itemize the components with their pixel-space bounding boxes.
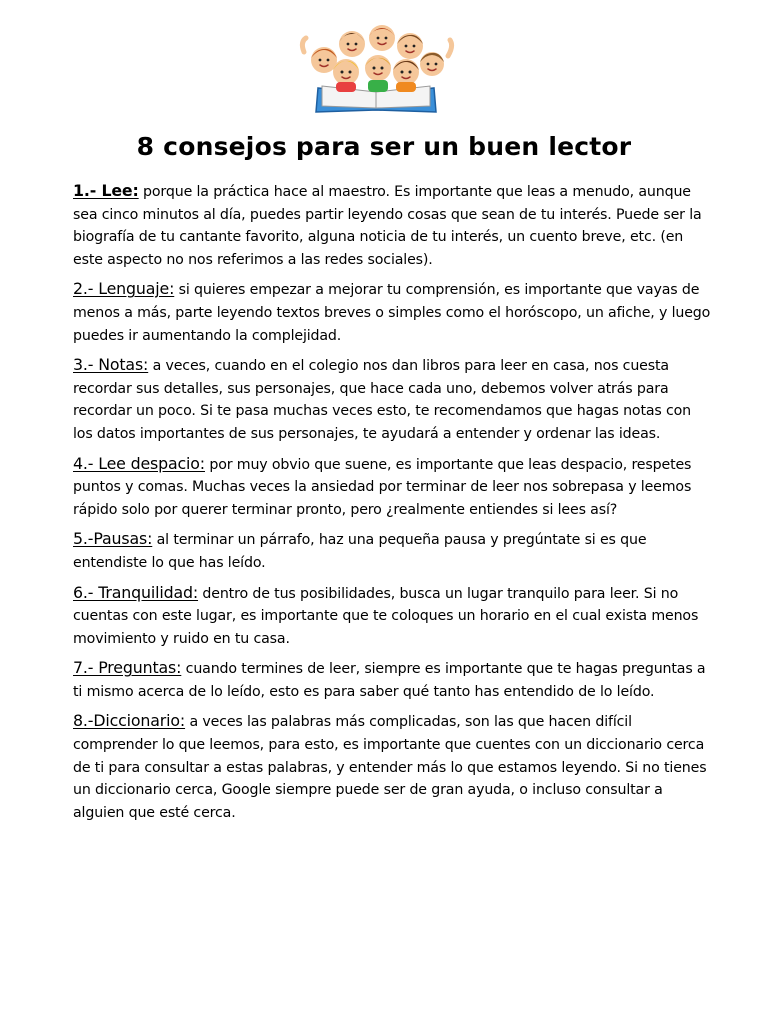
tip-text: si quieres empezar a mejorar tu comprensión, es importante que vayas de menos a más, parte leyendo textos breves o simples como el horóscopo, un afiche, y luego puedes ir aumentando la complejidad.: [73, 282, 711, 344]
page-title: 8 consejos para ser un buen lector: [136, 132, 632, 161]
tip-3: [73, 354, 713, 445]
tip-heading: 1.- Lee:: [73, 181, 139, 200]
tip-5: [73, 528, 713, 574]
tip-text: al terminar un párrafo, haz una pequeña pausa y pregúntate si es que entendiste lo que has leído.: [73, 532, 647, 571]
tip-heading: 8.-Diccionario:: [73, 711, 186, 731]
tip-heading: 7.- Preguntas:: [73, 658, 182, 678]
tip-text: por muy obvio que suene, es importante que leas despacio, respetes puntos y comas. Muchas veces la ansiedad por terminar de leer nos sobrepasa y leemos rápido solo por querer terminar pronto, pero ¿realmente entiendes si lees así?: [73, 456, 692, 518]
tip-heading: 6.- Tranquilidad:: [73, 582, 199, 602]
tip-2: [73, 278, 713, 347]
tip-text: a veces, cuando en el colegio nos dan libros para leer en casa, nos cuesta recordar sus detalles, sus personajes, que hace cada uno, debemos volver atrás para recordar un poco. Si te pasa muchas veces esto, te recomendamos que hagas notas con los datos importantes de sus personajes, te ayudará a entender y ordenar las ideas.: [73, 358, 692, 442]
tip-7: [73, 657, 713, 703]
tip-text: a veces las palabras más complicadas, son las que hacen difícil comprender lo que leemos, para esto, es importante que cuentes con un diccionario cerca de ti para consultar a estas palabras, y entender más lo que estamos leyendo. Si no tienes un diccionario cerca, Google siempre puede ser de gran ayuda, o incluso consultar a alguien que esté cerca.: [73, 714, 707, 821]
tip-heading: 5.-Pausas:: [73, 529, 153, 549]
tip-heading: 4.- Lee despacio:: [73, 453, 205, 473]
tip-heading: 2.- Lenguaje:: [73, 279, 175, 299]
tip-1: [73, 180, 713, 271]
tip-heading: 3.- Notas:: [73, 355, 149, 375]
tip-text: dentro de tus posibilidades, busca un lugar tranquilo para leer. Si no cuentas con este lugar, es importante que te coloques un horario en el cual exista menos movimiento y ruido en tu casa.: [73, 585, 699, 647]
tip-text: cuando termines de leer, siempre es importante que te hagas preguntas a ti mismo acerca de lo leído, esto es para saber qué tanto has entendido de lo leído.: [73, 661, 706, 700]
tip-text: porque la práctica hace al maestro. Es importante que leas a menudo, aunque sea cinco minutos al día, puedes partir leyendo cosas que sean de tu interés. Puede ser la biografía de tu cantante favorito, alguna noticia de tu interés, un cuento breve, etc. (en este aspecto no nos referimos a las redes sociales).: [73, 184, 702, 268]
tips-list: [73, 180, 713, 831]
children-reading-illustration: [296, 22, 456, 114]
tip-6: [73, 582, 713, 651]
tip-8: [73, 710, 713, 824]
tip-4: [73, 453, 713, 522]
